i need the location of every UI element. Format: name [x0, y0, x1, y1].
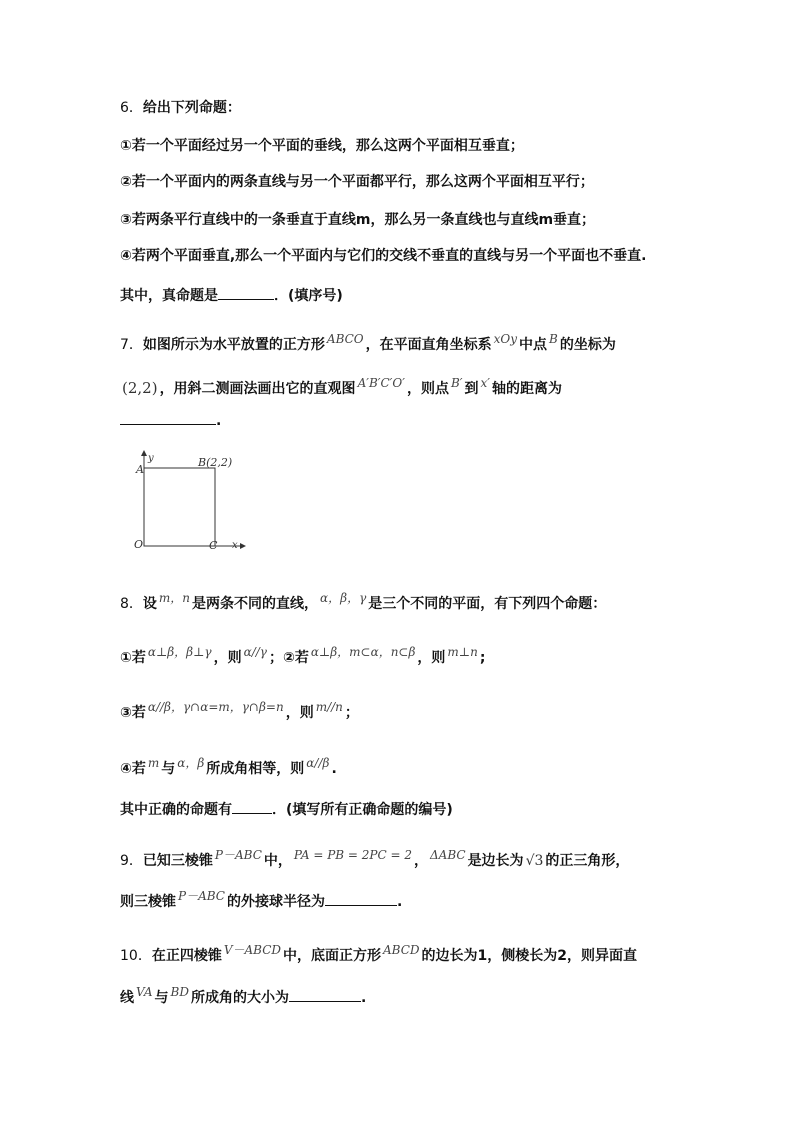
q9-line-1: [120, 848, 630, 871]
square-abco: [144, 468, 215, 546]
q6-answer-prefix: 其中，真命题是: [120, 288, 218, 304]
q7-coord: (2,2): [122, 379, 158, 397]
y-axis-arrow: [141, 450, 147, 456]
q8-text: ，则: [417, 650, 446, 666]
q8-answer-prefix: 其中正确的命题有: [120, 802, 232, 818]
q9-math: ΔABC: [430, 848, 466, 862]
q7-text: ，在平面直角坐标系: [365, 337, 492, 353]
q8-text: 设: [142, 596, 157, 612]
q8-math: m//n: [315, 700, 343, 714]
q8-text: ；②若: [268, 650, 309, 666]
label-x: x: [232, 540, 238, 551]
label-o: O: [134, 538, 144, 551]
q8-line-2: [120, 645, 486, 668]
q7-square-figure: [124, 448, 254, 558]
q7-text: 中点: [519, 337, 548, 353]
q7-math: B: [549, 332, 558, 346]
q9-line-2: [120, 891, 402, 912]
q8-math: α⊥β，β⊥γ: [147, 645, 212, 659]
q8-line-4: [120, 756, 337, 779]
q10-text: 线: [120, 990, 134, 1006]
q7-math: xOy: [493, 332, 518, 346]
q8-number: 8．: [120, 596, 143, 612]
q6-item-4: ④若两个平面垂直,那么一个平面内与它们的交线不垂直的直线与另一个平面也不垂直.: [120, 248, 647, 264]
q8-line-1: [120, 591, 607, 614]
q10-number: 10．: [120, 948, 152, 964]
q8-text: ，则: [213, 650, 242, 666]
q9-text: 的正三角形，: [545, 853, 630, 869]
q6-title: 给出下列命题：: [142, 100, 241, 116]
q6-answer-blank[interactable]: [218, 285, 274, 300]
q8-answer-suffix: ．(填写所有正确命题的编号): [272, 802, 453, 818]
q10-math: BD: [170, 985, 189, 999]
q7-line-3: [120, 410, 221, 431]
q7-text: 到: [464, 381, 479, 397]
q7-math: B′: [450, 376, 463, 390]
q8-math: m⊥n: [447, 645, 478, 659]
q8-line-3: [120, 700, 359, 723]
q8-text: ;: [479, 650, 486, 666]
q10-math: VA: [136, 985, 153, 999]
q9-end: .: [396, 894, 403, 910]
q8-text: 所成角相等，则: [206, 761, 305, 777]
q10-answer-blank[interactable]: [289, 987, 361, 1002]
q8-text: ③若: [120, 705, 146, 721]
q10-math: V－ABCD: [223, 943, 282, 957]
q10-line-2: [120, 987, 366, 1008]
q7-text: ，用斜二测画法画出它的直观图: [159, 381, 356, 397]
q6-number: 6．: [120, 100, 143, 116]
q8-text: 是三个不同的平面，有下列四个命题：: [368, 596, 607, 612]
q8-text: 与: [161, 761, 176, 777]
q10-end: .: [360, 990, 367, 1006]
x-axis-arrow: [240, 543, 246, 549]
q6-answer-line: [120, 285, 343, 306]
q8-math: α//β: [306, 756, 330, 770]
q7-end: .: [216, 413, 222, 429]
q7-text: ，则点: [406, 381, 449, 397]
q8-text: 是两条不同的直线，: [192, 596, 319, 612]
q7-text: 的坐标为: [559, 337, 616, 353]
q10-math: ABCD: [383, 943, 420, 957]
q9-text: 则三棱锥: [120, 894, 176, 910]
q7-number: 7．: [120, 337, 143, 353]
q8-text: ①若: [120, 650, 146, 666]
q9-number: 9．: [120, 853, 143, 869]
label-b: B(2,2): [198, 456, 233, 469]
q9-math: √3: [525, 853, 544, 869]
q6-header: [120, 98, 241, 118]
q10-text: 与: [154, 990, 169, 1006]
q8-math: α//β，γ∩α=m，γ∩β=n: [147, 700, 284, 714]
q6-item-2: ②若一个平面内的两条直线与另一个平面都平行，那么这两个平面相互平行；: [120, 174, 594, 190]
q9-math: P－ABC: [178, 889, 225, 903]
q9-text: 的外接球半径为: [226, 894, 325, 910]
label-y: y: [148, 453, 154, 464]
q8-math: α，β: [177, 756, 205, 770]
q10-text: 中，底面正方形: [283, 948, 382, 964]
label-c: C: [209, 539, 218, 552]
q9-math: PA = PB = 2PC = 2: [293, 848, 412, 862]
q6-item-3: ③若两条平行直线中的一条垂直于直线m，那么另一条直线也与直线m垂直；: [120, 212, 596, 228]
q7-math: x′: [480, 376, 491, 390]
q8-answer-line: [120, 799, 453, 820]
q8-math: m: [147, 756, 160, 770]
q6-item-1: ①若一个平面经过另一个平面的垂线，那么这两个平面相互垂直；: [120, 138, 524, 154]
q10-line-1: [120, 943, 638, 966]
q9-math: P－ABC: [214, 848, 262, 862]
q10-text: 所成角的大小为: [190, 990, 289, 1006]
q7-line-2: [120, 378, 562, 399]
q7-math: A′B′C′O′: [357, 376, 405, 390]
q8-math: α⊥β，m⊂α，n⊂β: [310, 645, 416, 659]
q8-text: ，则: [285, 705, 314, 721]
q9-text: 已知三棱锥: [142, 853, 213, 869]
q8-math: m，n: [158, 591, 191, 605]
q7-text: 轴的距离为: [492, 381, 563, 397]
q9-text: 是边长为: [467, 853, 524, 869]
q10-text: 的边长为1，侧棱长为2，则异面直: [421, 948, 638, 964]
q8-text: .: [331, 761, 337, 777]
q9-answer-blank[interactable]: [325, 891, 397, 906]
q8-math: α//γ: [243, 645, 267, 659]
q9-text: 中，: [263, 853, 292, 869]
q7-text: 如图所示为水平放置的正方形: [142, 337, 325, 353]
q8-text: ④若: [120, 761, 146, 777]
q6-answer-suffix: ．(填序号): [274, 288, 343, 304]
q8-text: ；: [344, 705, 359, 721]
q7-line-1: [120, 332, 616, 355]
q7-answer-blank[interactable]: [120, 410, 216, 425]
q8-math: α，β，γ: [320, 591, 367, 605]
q8-answer-blank[interactable]: [232, 799, 272, 814]
q10-text: 在正四棱锥: [151, 948, 222, 964]
label-a: A: [136, 463, 144, 476]
q7-math: ABCO: [326, 332, 364, 346]
q9-text: ，: [414, 853, 428, 869]
